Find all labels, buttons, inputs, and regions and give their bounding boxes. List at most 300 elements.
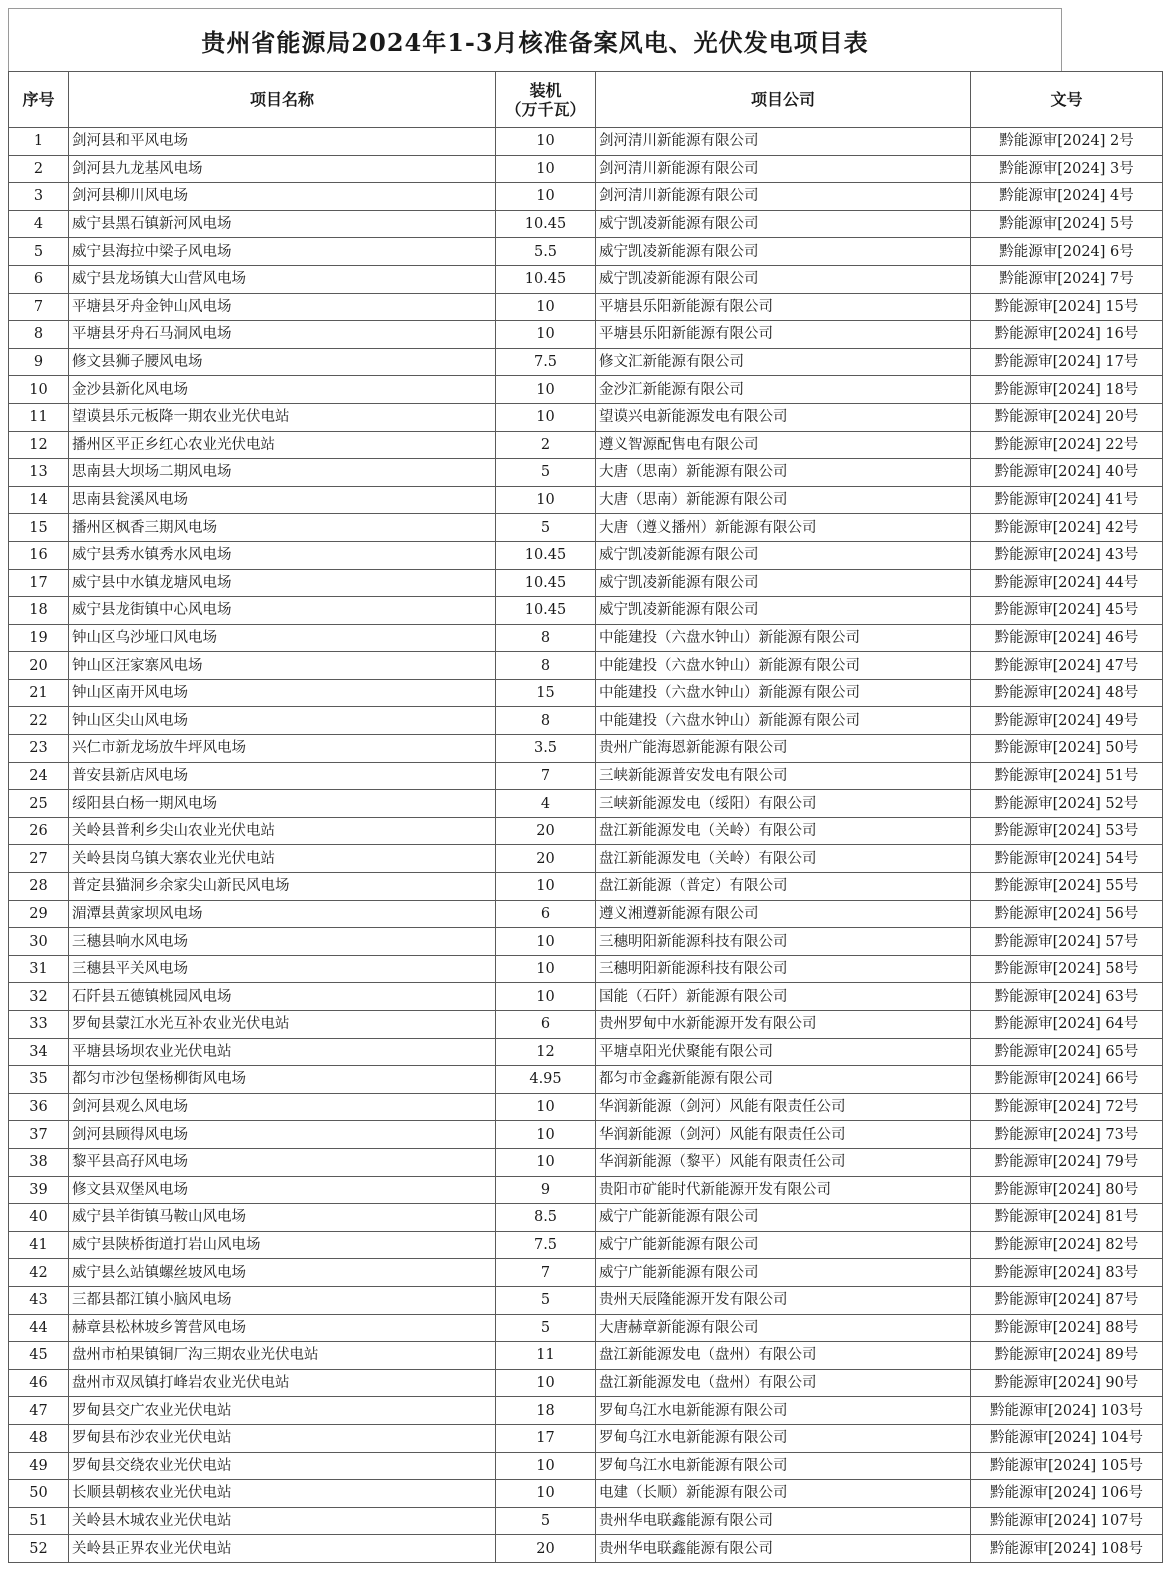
cell-capacity: 10 xyxy=(496,873,596,901)
cell-project-name: 播州区枫香三期风电场 xyxy=(69,514,496,542)
cell-doc-number: 黔能源审[2024] 87号 xyxy=(971,1286,1163,1314)
cell-capacity: 8 xyxy=(496,707,596,735)
cell-company: 国能（石阡）新能源有限公司 xyxy=(596,983,971,1011)
cell-no: 15 xyxy=(9,514,69,542)
cell-project-name: 剑河县和平风电场 xyxy=(69,128,496,156)
cell-project-name: 绥阳县白杨一期风电场 xyxy=(69,790,496,818)
table-row xyxy=(9,873,1163,901)
cell-no: 35 xyxy=(9,1066,69,1094)
table-row xyxy=(9,210,1163,238)
cell-company: 威宁广能新能源有限公司 xyxy=(596,1204,971,1232)
cell-project-name: 钟山区乌沙垭口风电场 xyxy=(69,624,496,652)
cell-no: 25 xyxy=(9,790,69,818)
table-row xyxy=(9,431,1163,459)
cell-doc-number: 黔能源审[2024] 105号 xyxy=(971,1452,1163,1480)
cell-no: 12 xyxy=(9,431,69,459)
cell-no: 11 xyxy=(9,403,69,431)
header-project-name: 项目名称 xyxy=(69,72,496,128)
cell-company: 金沙汇新能源有限公司 xyxy=(596,376,971,404)
cell-no: 52 xyxy=(9,1535,69,1563)
cell-capacity: 5 xyxy=(496,1286,596,1314)
cell-doc-number: 黔能源审[2024] 106号 xyxy=(971,1480,1163,1508)
cell-no: 32 xyxy=(9,983,69,1011)
cell-no: 16 xyxy=(9,541,69,569)
table-row xyxy=(9,1204,1163,1232)
cell-project-name: 长顺县朝核农业光伏电站 xyxy=(69,1480,496,1508)
cell-doc-number: 黔能源审[2024] 88号 xyxy=(971,1314,1163,1342)
cell-capacity: 10 xyxy=(496,321,596,349)
cell-no: 40 xyxy=(9,1204,69,1232)
cell-capacity: 20 xyxy=(496,845,596,873)
cell-capacity: 7 xyxy=(496,762,596,790)
cell-no: 31 xyxy=(9,955,69,983)
cell-project-name: 平塘县场坝农业光伏电站 xyxy=(69,1038,496,1066)
cell-company: 中能建投（六盘水钟山）新能源有限公司 xyxy=(596,624,971,652)
cell-doc-number: 黔能源审[2024] 53号 xyxy=(971,817,1163,845)
cell-doc-number: 黔能源审[2024] 5号 xyxy=(971,210,1163,238)
cell-project-name: 平塘县牙舟金钟山风电场 xyxy=(69,293,496,321)
table-row xyxy=(9,679,1163,707)
table-row xyxy=(9,321,1163,349)
cell-company: 大唐（思南）新能源有限公司 xyxy=(596,459,971,487)
cell-no: 38 xyxy=(9,1148,69,1176)
cell-doc-number: 黔能源审[2024] 81号 xyxy=(971,1204,1163,1232)
cell-no: 17 xyxy=(9,569,69,597)
cell-project-name: 钟山区尖山风电场 xyxy=(69,707,496,735)
cell-company: 大唐（遵义播州）新能源有限公司 xyxy=(596,514,971,542)
cell-project-name: 赫章县松林坡乡箐营风电场 xyxy=(69,1314,496,1342)
cell-capacity: 10 xyxy=(496,1369,596,1397)
cell-doc-number: 黔能源审[2024] 42号 xyxy=(971,514,1163,542)
table-row xyxy=(9,514,1163,542)
cell-project-name: 剑河县顾得风电场 xyxy=(69,1121,496,1149)
cell-capacity: 10 xyxy=(496,955,596,983)
cell-capacity: 15 xyxy=(496,679,596,707)
cell-company: 遵义智源配售电有限公司 xyxy=(596,431,971,459)
table-row xyxy=(9,376,1163,404)
cell-company: 威宁凯凌新能源有限公司 xyxy=(596,597,971,625)
cell-doc-number: 黔能源审[2024] 51号 xyxy=(971,762,1163,790)
cell-capacity: 11 xyxy=(496,1342,596,1370)
table-row xyxy=(9,1507,1163,1535)
table-row xyxy=(9,541,1163,569)
table-row xyxy=(9,1093,1163,1121)
cell-capacity: 10 xyxy=(496,983,596,1011)
cell-no: 18 xyxy=(9,597,69,625)
cell-doc-number: 黔能源审[2024] 54号 xyxy=(971,845,1163,873)
cell-doc-number: 黔能源审[2024] 55号 xyxy=(971,873,1163,901)
cell-no: 28 xyxy=(9,873,69,901)
cell-capacity: 10.45 xyxy=(496,569,596,597)
cell-capacity: 4.95 xyxy=(496,1066,596,1094)
cell-company: 盘江新能源发电（盘州）有限公司 xyxy=(596,1369,971,1397)
cell-doc-number: 黔能源审[2024] 6号 xyxy=(971,238,1163,266)
cell-capacity: 9 xyxy=(496,1176,596,1204)
cell-no: 1 xyxy=(9,128,69,156)
cell-doc-number: 黔能源审[2024] 83号 xyxy=(971,1259,1163,1287)
table-row xyxy=(9,1452,1163,1480)
header-capacity xyxy=(496,72,596,128)
cell-doc-number: 黔能源审[2024] 7号 xyxy=(971,265,1163,293)
cell-company: 华润新能源（黎平）风能有限责任公司 xyxy=(596,1148,971,1176)
cell-project-name: 罗甸县布沙农业光伏电站 xyxy=(69,1424,496,1452)
cell-capacity: 6 xyxy=(496,900,596,928)
cell-project-name: 钟山区南开风电场 xyxy=(69,679,496,707)
cell-capacity: 10 xyxy=(496,376,596,404)
cell-no: 8 xyxy=(9,321,69,349)
cell-company: 三穗明阳新能源科技有限公司 xyxy=(596,955,971,983)
header-capacity-line2: （万千瓦） xyxy=(505,99,586,119)
table-title-box xyxy=(8,8,1062,71)
table-row xyxy=(9,624,1163,652)
table-row xyxy=(9,1480,1163,1508)
cell-project-name: 播州区平正乡红心农业光伏电站 xyxy=(69,431,496,459)
cell-doc-number: 黔能源审[2024] 90号 xyxy=(971,1369,1163,1397)
cell-doc-number: 黔能源审[2024] 82号 xyxy=(971,1231,1163,1259)
cell-project-name: 盘州市双凤镇打峰岩农业光伏电站 xyxy=(69,1369,496,1397)
cell-doc-number: 黔能源审[2024] 20号 xyxy=(971,403,1163,431)
table-row xyxy=(9,928,1163,956)
table-row xyxy=(9,1176,1163,1204)
cell-no: 27 xyxy=(9,845,69,873)
cell-project-name: 关岭县正界农业光伏电站 xyxy=(69,1535,496,1563)
table-row xyxy=(9,1535,1163,1563)
cell-company: 盘江新能源（普定）有限公司 xyxy=(596,873,971,901)
cell-no: 14 xyxy=(9,486,69,514)
cell-project-name: 望谟县乐元板降一期农业光伏电站 xyxy=(69,403,496,431)
cell-capacity: 10.45 xyxy=(496,265,596,293)
cell-capacity: 17 xyxy=(496,1424,596,1452)
table-row xyxy=(9,293,1163,321)
cell-project-name: 三都县都江镇小脑风电场 xyxy=(69,1286,496,1314)
cell-doc-number: 黔能源审[2024] 80号 xyxy=(971,1176,1163,1204)
cell-doc-number: 黔能源审[2024] 46号 xyxy=(971,624,1163,652)
cell-capacity: 10 xyxy=(496,183,596,211)
cell-capacity: 20 xyxy=(496,1535,596,1563)
cell-no: 2 xyxy=(9,155,69,183)
cell-project-name: 石阡县五德镇桃园风电场 xyxy=(69,983,496,1011)
table-row xyxy=(9,762,1163,790)
cell-capacity: 7.5 xyxy=(496,348,596,376)
cell-capacity: 12 xyxy=(496,1038,596,1066)
cell-capacity: 5 xyxy=(496,1507,596,1535)
cell-project-name: 金沙县新化风电场 xyxy=(69,376,496,404)
cell-doc-number: 黔能源审[2024] 50号 xyxy=(971,735,1163,763)
cell-doc-number: 黔能源审[2024] 73号 xyxy=(971,1121,1163,1149)
cell-company: 都匀市金鑫新能源有限公司 xyxy=(596,1066,971,1094)
table-row xyxy=(9,348,1163,376)
cell-project-name: 思南县大坝场二期风电场 xyxy=(69,459,496,487)
cell-company: 盘江新能源发电（盘州）有限公司 xyxy=(596,1342,971,1370)
cell-company: 遵义湘遵新能源有限公司 xyxy=(596,900,971,928)
cell-no: 30 xyxy=(9,928,69,956)
cell-no: 24 xyxy=(9,762,69,790)
cell-company: 贵州广能海恩新能源有限公司 xyxy=(596,735,971,763)
cell-no: 49 xyxy=(9,1452,69,1480)
table-row xyxy=(9,1369,1163,1397)
cell-capacity: 10.45 xyxy=(496,541,596,569)
cell-capacity: 3.5 xyxy=(496,735,596,763)
cell-no: 19 xyxy=(9,624,69,652)
cell-doc-number: 黔能源审[2024] 108号 xyxy=(971,1535,1163,1563)
cell-capacity: 2 xyxy=(496,431,596,459)
cell-doc-number: 黔能源审[2024] 63号 xyxy=(971,983,1163,1011)
table-row xyxy=(9,1424,1163,1452)
cell-doc-number: 黔能源审[2024] 40号 xyxy=(971,459,1163,487)
cell-capacity: 7 xyxy=(496,1259,596,1287)
cell-doc-number: 黔能源审[2024] 45号 xyxy=(971,597,1163,625)
cell-company: 修文汇新能源有限公司 xyxy=(596,348,971,376)
cell-doc-number: 黔能源审[2024] 104号 xyxy=(971,1424,1163,1452)
cell-doc-number: 黔能源审[2024] 107号 xyxy=(971,1507,1163,1535)
cell-project-name: 威宁县陕桥街道打岩山风电场 xyxy=(69,1231,496,1259)
cell-company: 威宁凯凌新能源有限公司 xyxy=(596,265,971,293)
cell-company: 贵州华电联鑫能源有限公司 xyxy=(596,1507,971,1535)
cell-no: 46 xyxy=(9,1369,69,1397)
cell-capacity: 5 xyxy=(496,1314,596,1342)
table-row xyxy=(9,459,1163,487)
cell-capacity: 10 xyxy=(496,1093,596,1121)
table-row xyxy=(9,569,1163,597)
cell-doc-number: 黔能源审[2024] 103号 xyxy=(971,1397,1163,1425)
table-title: 贵州省能源局2024年1-3月核准备案风电、光伏发电项目表 xyxy=(201,27,869,57)
cell-company: 威宁凯凌新能源有限公司 xyxy=(596,569,971,597)
cell-company: 三峡新能源发电（绥阳）有限公司 xyxy=(596,790,971,818)
cell-project-name: 威宁县黑石镇新河风电场 xyxy=(69,210,496,238)
cell-capacity: 8 xyxy=(496,652,596,680)
cell-company: 大唐（思南）新能源有限公司 xyxy=(596,486,971,514)
table-row xyxy=(9,735,1163,763)
table-row xyxy=(9,845,1163,873)
cell-no: 36 xyxy=(9,1093,69,1121)
table-row xyxy=(9,983,1163,1011)
table-row xyxy=(9,707,1163,735)
table-row xyxy=(9,1342,1163,1370)
cell-doc-number: 黔能源审[2024] 56号 xyxy=(971,900,1163,928)
cell-project-name: 都匀市沙包堡杨柳街风电场 xyxy=(69,1066,496,1094)
table-row xyxy=(9,183,1163,211)
cell-no: 37 xyxy=(9,1121,69,1149)
cell-no: 41 xyxy=(9,1231,69,1259)
cell-no: 9 xyxy=(9,348,69,376)
cell-company: 三穗明阳新能源科技有限公司 xyxy=(596,928,971,956)
cell-doc-number: 黔能源审[2024] 65号 xyxy=(971,1038,1163,1066)
table-row xyxy=(9,790,1163,818)
cell-capacity: 10 xyxy=(496,1480,596,1508)
cell-capacity: 8.5 xyxy=(496,1204,596,1232)
cell-doc-number: 黔能源审[2024] 79号 xyxy=(971,1148,1163,1176)
cell-company: 威宁凯凌新能源有限公司 xyxy=(596,238,971,266)
cell-doc-number: 黔能源审[2024] 3号 xyxy=(971,155,1163,183)
table-body xyxy=(9,128,1163,1563)
table-row xyxy=(9,1286,1163,1314)
cell-project-name: 钟山区汪家寨风电场 xyxy=(69,652,496,680)
cell-project-name: 威宁县么站镇螺丝坡风电场 xyxy=(69,1259,496,1287)
header-company: 项目公司 xyxy=(596,72,971,128)
table-row xyxy=(9,1038,1163,1066)
cell-no: 21 xyxy=(9,679,69,707)
cell-doc-number: 黔能源审[2024] 66号 xyxy=(971,1066,1163,1094)
cell-no: 26 xyxy=(9,817,69,845)
cell-no: 23 xyxy=(9,735,69,763)
cell-doc-number: 黔能源审[2024] 72号 xyxy=(971,1093,1163,1121)
table-row xyxy=(9,403,1163,431)
table-row xyxy=(9,238,1163,266)
cell-doc-number: 黔能源审[2024] 15号 xyxy=(971,293,1163,321)
cell-capacity: 10 xyxy=(496,403,596,431)
project-table xyxy=(8,71,1163,1563)
cell-capacity: 8 xyxy=(496,624,596,652)
cell-company: 剑河清川新能源有限公司 xyxy=(596,183,971,211)
cell-project-name: 普定县猫洞乡余家尖山新民风电场 xyxy=(69,873,496,901)
table-header-row xyxy=(9,72,1163,128)
cell-capacity: 10.45 xyxy=(496,597,596,625)
cell-company: 贵州天辰隆能源开发有限公司 xyxy=(596,1286,971,1314)
cell-no: 3 xyxy=(9,183,69,211)
cell-project-name: 三穗县响水风电场 xyxy=(69,928,496,956)
cell-capacity: 18 xyxy=(496,1397,596,1425)
cell-company: 大唐赫章新能源有限公司 xyxy=(596,1314,971,1342)
cell-company: 威宁广能新能源有限公司 xyxy=(596,1259,971,1287)
cell-project-name: 平塘县牙舟石马洞风电场 xyxy=(69,321,496,349)
table-row xyxy=(9,486,1163,514)
cell-project-name: 修文县狮子腰风电场 xyxy=(69,348,496,376)
cell-company: 剑河清川新能源有限公司 xyxy=(596,128,971,156)
cell-capacity: 6 xyxy=(496,1011,596,1039)
cell-company: 中能建投（六盘水钟山）新能源有限公司 xyxy=(596,652,971,680)
cell-no: 44 xyxy=(9,1314,69,1342)
cell-doc-number: 黔能源审[2024] 41号 xyxy=(971,486,1163,514)
cell-project-name: 罗甸县交绕农业光伏电站 xyxy=(69,1452,496,1480)
cell-doc-number: 黔能源审[2024] 52号 xyxy=(971,790,1163,818)
cell-capacity: 7.5 xyxy=(496,1231,596,1259)
cell-company: 罗甸乌江水电新能源有限公司 xyxy=(596,1424,971,1452)
cell-company: 平塘县乐阳新能源有限公司 xyxy=(596,321,971,349)
cell-doc-number: 黔能源审[2024] 22号 xyxy=(971,431,1163,459)
cell-company: 盘江新能源发电（关岭）有限公司 xyxy=(596,845,971,873)
table-row xyxy=(9,128,1163,156)
cell-project-name: 三穗县平关风电场 xyxy=(69,955,496,983)
cell-project-name: 威宁县羊街镇马鞍山风电场 xyxy=(69,1204,496,1232)
cell-capacity: 4 xyxy=(496,790,596,818)
cell-no: 13 xyxy=(9,459,69,487)
table-row xyxy=(9,817,1163,845)
table-row xyxy=(9,900,1163,928)
cell-doc-number: 黔能源审[2024] 89号 xyxy=(971,1342,1163,1370)
cell-doc-number: 黔能源审[2024] 43号 xyxy=(971,541,1163,569)
cell-doc-number: 黔能源审[2024] 16号 xyxy=(971,321,1163,349)
cell-company: 中能建投（六盘水钟山）新能源有限公司 xyxy=(596,679,971,707)
cell-doc-number: 黔能源审[2024] 17号 xyxy=(971,348,1163,376)
cell-no: 22 xyxy=(9,707,69,735)
header-no: 序号 xyxy=(9,72,69,128)
cell-project-name: 普安县新店风电场 xyxy=(69,762,496,790)
cell-capacity: 10 xyxy=(496,1148,596,1176)
cell-capacity: 10 xyxy=(496,293,596,321)
table-row xyxy=(9,955,1163,983)
table-row xyxy=(9,597,1163,625)
cell-capacity: 5 xyxy=(496,459,596,487)
cell-project-name: 剑河县观么风电场 xyxy=(69,1093,496,1121)
cell-doc-number: 黔能源审[2024] 4号 xyxy=(971,183,1163,211)
cell-doc-number: 黔能源审[2024] 48号 xyxy=(971,679,1163,707)
cell-project-name: 黎平县高孖风电场 xyxy=(69,1148,496,1176)
cell-no: 42 xyxy=(9,1259,69,1287)
cell-no: 10 xyxy=(9,376,69,404)
cell-company: 威宁凯凌新能源有限公司 xyxy=(596,210,971,238)
cell-no: 51 xyxy=(9,1507,69,1535)
cell-company: 中能建投（六盘水钟山）新能源有限公司 xyxy=(596,707,971,735)
table-row xyxy=(9,652,1163,680)
cell-company: 三峡新能源普安发电有限公司 xyxy=(596,762,971,790)
cell-company: 贵州华电联鑫能源有限公司 xyxy=(596,1535,971,1563)
cell-no: 47 xyxy=(9,1397,69,1425)
cell-doc-number: 黔能源审[2024] 18号 xyxy=(971,376,1163,404)
header-capacity-line1: 装机 xyxy=(529,80,562,100)
cell-no: 33 xyxy=(9,1011,69,1039)
cell-doc-number: 黔能源审[2024] 58号 xyxy=(971,955,1163,983)
cell-company: 望谟兴电新能源发电有限公司 xyxy=(596,403,971,431)
cell-capacity: 10 xyxy=(496,155,596,183)
cell-project-name: 关岭县普利乡尖山农业光伏电站 xyxy=(69,817,496,845)
cell-doc-number: 黔能源审[2024] 57号 xyxy=(971,928,1163,956)
cell-project-name: 湄潭县黄家坝风电场 xyxy=(69,900,496,928)
cell-company: 盘江新能源发电（关岭）有限公司 xyxy=(596,817,971,845)
cell-doc-number: 黔能源审[2024] 2号 xyxy=(971,128,1163,156)
project-table-sheet xyxy=(8,8,1143,1563)
cell-no: 29 xyxy=(9,900,69,928)
cell-no: 43 xyxy=(9,1286,69,1314)
cell-no: 20 xyxy=(9,652,69,680)
cell-project-name: 罗甸县蒙江水光互补农业光伏电站 xyxy=(69,1011,496,1039)
cell-project-name: 关岭县木城农业光伏电站 xyxy=(69,1507,496,1535)
table-row xyxy=(9,1259,1163,1287)
cell-no: 39 xyxy=(9,1176,69,1204)
cell-project-name: 剑河县柳川风电场 xyxy=(69,183,496,211)
cell-no: 5 xyxy=(9,238,69,266)
cell-capacity: 10 xyxy=(496,1452,596,1480)
cell-capacity: 10 xyxy=(496,486,596,514)
cell-doc-number: 黔能源审[2024] 64号 xyxy=(971,1011,1163,1039)
cell-company: 威宁凯凌新能源有限公司 xyxy=(596,541,971,569)
cell-no: 6 xyxy=(9,265,69,293)
cell-project-name: 罗甸县交广农业光伏电站 xyxy=(69,1397,496,1425)
cell-project-name: 威宁县海拉中梁子风电场 xyxy=(69,238,496,266)
cell-project-name: 修文县双堡风电场 xyxy=(69,1176,496,1204)
table-row xyxy=(9,1066,1163,1094)
table-row xyxy=(9,1121,1163,1149)
table-row xyxy=(9,1148,1163,1176)
table-row xyxy=(9,1397,1163,1425)
cell-company: 威宁广能新能源有限公司 xyxy=(596,1231,971,1259)
cell-no: 50 xyxy=(9,1480,69,1508)
cell-capacity: 10 xyxy=(496,928,596,956)
cell-project-name: 盘州市柏果镇铜厂沟三期农业光伏电站 xyxy=(69,1342,496,1370)
cell-capacity: 20 xyxy=(496,817,596,845)
cell-project-name: 威宁县龙场镇大山营风电场 xyxy=(69,265,496,293)
table-row xyxy=(9,1011,1163,1039)
cell-project-name: 兴仁市新龙场放牛坪风电场 xyxy=(69,735,496,763)
cell-capacity: 10.45 xyxy=(496,210,596,238)
cell-no: 7 xyxy=(9,293,69,321)
cell-company: 剑河清川新能源有限公司 xyxy=(596,155,971,183)
table-row xyxy=(9,1314,1163,1342)
cell-company: 贵阳市矿能时代新能源开发有限公司 xyxy=(596,1176,971,1204)
cell-project-name: 威宁县中水镇龙塘风电场 xyxy=(69,569,496,597)
cell-project-name: 思南县瓮溪风电场 xyxy=(69,486,496,514)
table-row xyxy=(9,265,1163,293)
cell-capacity: 10 xyxy=(496,128,596,156)
